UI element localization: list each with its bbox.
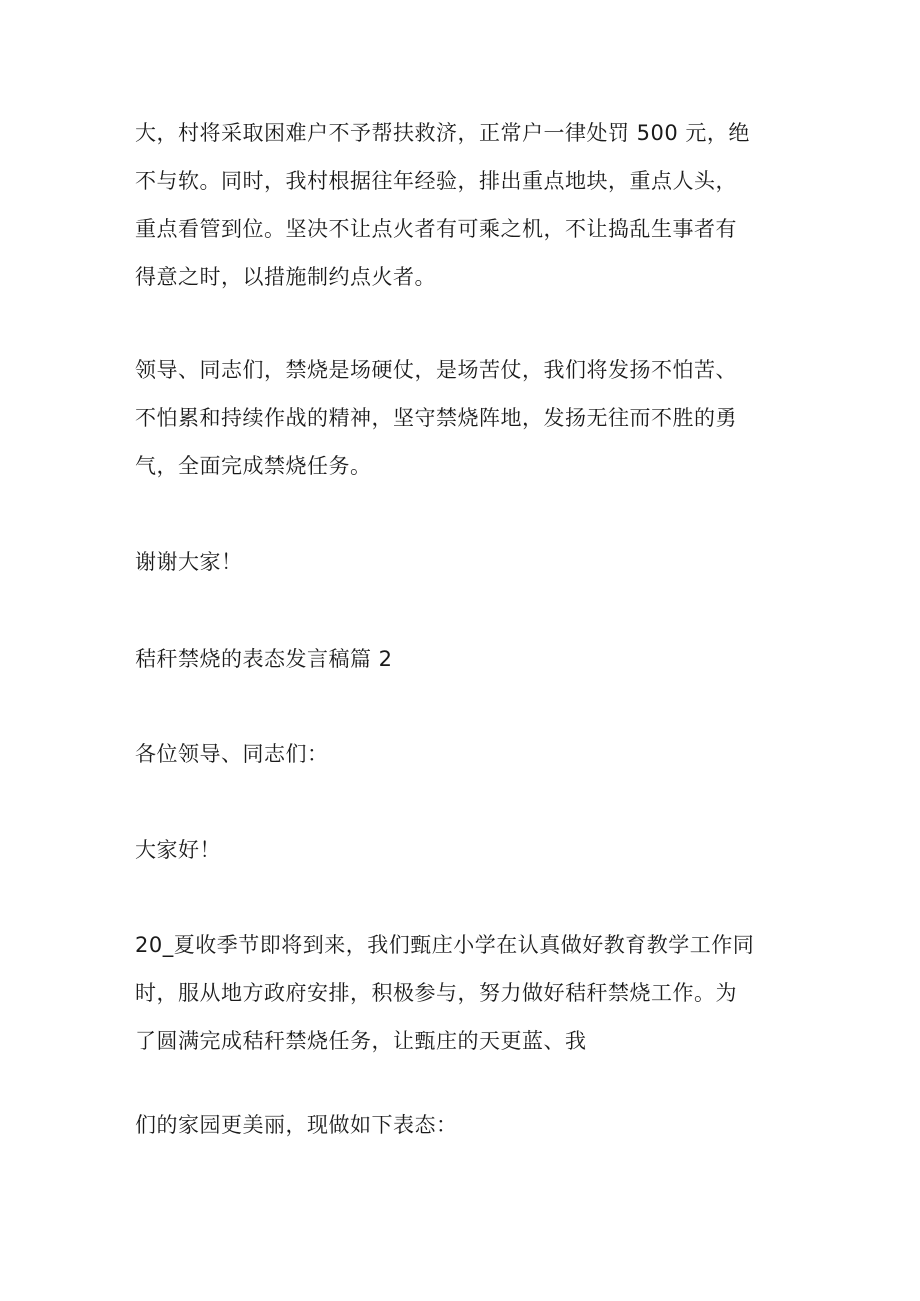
greeting-line: 各位领导、同志们： [135,742,329,766]
paragraph-1-line-4: 得意之时，以措施制约点火者。 [135,265,436,289]
paragraph-1-line-1: 大，村将采取困难户不予帮扶救济，正常户一律处罚 500 元，绝 [135,121,750,145]
section-title: 秸秆禁烧的表态发言稿篇 2 [135,647,393,671]
paragraph-4-line-1: 们的家园更美丽，现做如下表态： [135,1113,458,1137]
thanks-line: 谢谢大家！ [135,550,243,574]
paragraph-2-line-2: 不怕累和持续作战的精神，坚守禁烧阵地，发扬无往而不胜的勇 [135,406,737,430]
paragraph-1-line-2: 不与软。同时，我村根据往年经验，排出重点地块，重点人头， [135,169,737,193]
hello-line: 大家好！ [135,838,221,862]
paragraph-3-line-1: 20_夏收季节即将到来，我们甄庄小学在认真做好教育教学工作同 [135,933,755,957]
paragraph-3-line-2: 时，服从地方政府安排，积极参与，努力做好秸秆禁烧工作。为 [135,981,737,1005]
paragraph-1-line-3: 重点看管到位。坚决不让点火者有可乘之机，不让捣乱生事者有 [135,217,737,241]
paragraph-2-line-1: 领导、同志们，禁烧是场硬仗，是场苦仗，我们将发扬不怕苦、 [135,358,737,382]
paragraph-2-line-3: 气，全面完成禁烧任务。 [135,454,372,478]
paragraph-3-line-3: 了圆满完成秸秆禁烧任务，让甄庄的天更蓝、我 [135,1029,587,1053]
